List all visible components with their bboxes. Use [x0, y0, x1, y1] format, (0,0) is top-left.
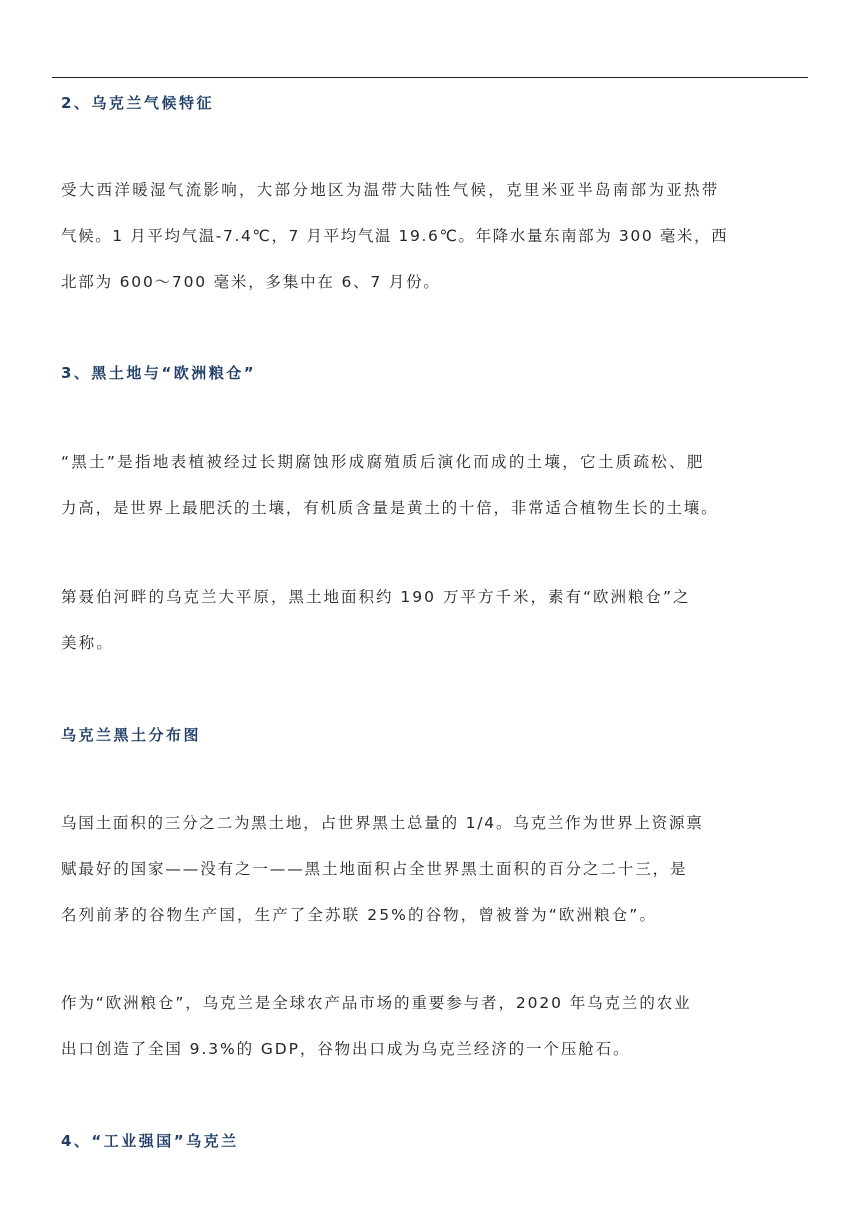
paragraph-black-soil-share: [61, 800, 803, 938]
paragraph-line: 北部为 600～700 毫米，多集中在 6、7 月份。: [61, 273, 441, 291]
paragraph-climate: [61, 167, 803, 305]
heading-black-soil-map: 乌克兰黑土分布图: [61, 726, 202, 744]
paragraph-line: 名列前茅的谷物生产国，生产了全苏联 25%的谷物，曾被誉为“欧洲粮仓”。: [61, 906, 658, 924]
paragraph-line: 受大西洋暖湿气流影响，大部分地区为温带大陆性气候，克里米亚半岛南部为亚热带: [61, 181, 720, 199]
paragraph-line: 美称。: [61, 634, 115, 652]
paragraph-line: 第聂伯河畔的乌克兰大平原，黑土地面积约 190 万平方千米，素有“欧洲粮仓”之: [61, 588, 691, 606]
paragraph-line: 赋最好的国家——没有之一——黑土地面积占全世界黑土面积的百分之二十三，是: [61, 860, 688, 878]
paragraph-black-soil-plain: [61, 574, 803, 666]
header-rule: [52, 77, 808, 78]
paragraph-agri-exports: [61, 980, 803, 1072]
paragraph-line: 力高，是世界上最肥沃的土壤，有机质含量是黄土的十倍，非常适合植物生长的土壤。: [61, 499, 719, 517]
paragraph-line: 气候。1 月平均气温-7.4℃，7 月平均气温 19.6℃。年降水量东南部为 300 毫米，西: [61, 227, 729, 245]
paragraph-line: “黑土”是指地表植被经过长期腐蚀形成腐殖质后演化而成的土壤，它土质疏松、肥: [61, 453, 705, 471]
paragraph-line: 乌国土面积的三分之二为黑土地，占世界黑土总量的 1/4。乌克兰作为世界上资源禀: [61, 814, 704, 832]
paragraph-line: 出口创造了全国 9.3%的 GDP，谷物出口成为乌克兰经济的一个压舱石。: [61, 1040, 631, 1058]
paragraph-black-soil-definition: [61, 439, 803, 531]
heading-industry: 4、“工业强国”乌克兰: [61, 1132, 239, 1150]
heading-black-soil: 3、黑土地与“欧洲粮仓”: [61, 364, 257, 382]
paragraph-line: 作为“欧洲粮仓”，乌克兰是全球农产品市场的重要参与者，2020 年乌克兰的农业: [61, 994, 692, 1012]
heading-climate: 2、乌克兰气候特征: [61, 94, 214, 112]
